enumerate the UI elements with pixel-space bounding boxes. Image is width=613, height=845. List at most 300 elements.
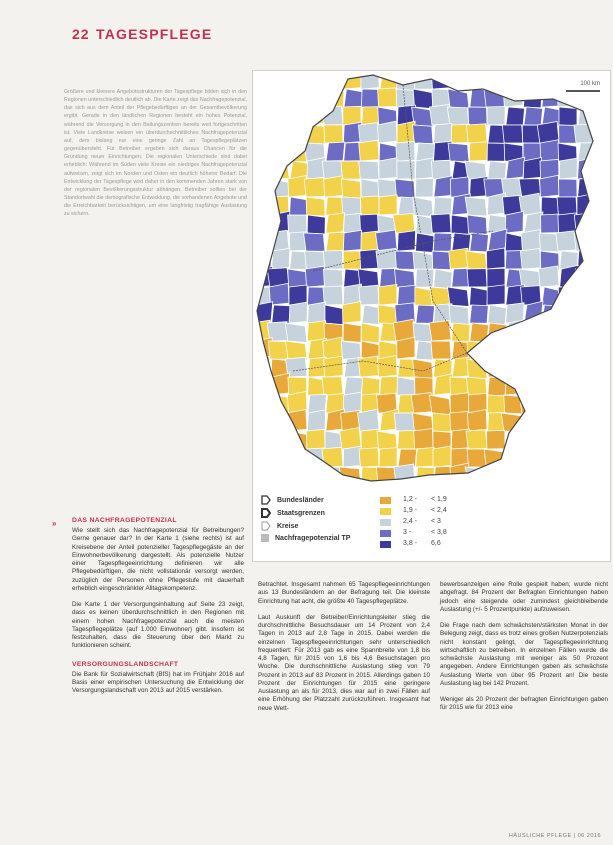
district-region xyxy=(466,430,487,449)
district-region xyxy=(596,176,610,197)
district-region xyxy=(594,121,610,143)
section-heading-demand: DAS NACHFRAGEPOTENZIAL xyxy=(72,517,177,524)
district-region xyxy=(520,431,541,451)
district-region xyxy=(523,71,541,89)
district-region xyxy=(523,413,541,432)
district-region xyxy=(596,86,610,107)
district-region xyxy=(325,305,343,325)
district-region xyxy=(577,485,595,491)
district-region xyxy=(577,377,595,395)
arrow-icon: » xyxy=(52,519,57,528)
district-region xyxy=(487,143,505,161)
legend-range-to: 6,6 xyxy=(431,540,441,547)
district-region xyxy=(558,449,577,467)
district-region xyxy=(466,124,487,143)
district-region xyxy=(488,305,507,325)
district-region xyxy=(343,213,361,233)
district-region xyxy=(484,465,505,485)
legend-states: Bundesländer xyxy=(261,495,324,505)
district-region xyxy=(272,430,291,449)
district-region xyxy=(577,303,595,323)
district-region xyxy=(595,140,610,161)
district-region xyxy=(467,215,487,234)
district-region xyxy=(470,287,488,307)
district-region xyxy=(595,431,610,450)
district-region xyxy=(470,233,489,252)
district-region xyxy=(433,413,451,432)
district-region xyxy=(555,393,577,413)
district-region xyxy=(524,484,543,491)
district-region xyxy=(431,160,451,179)
district-region xyxy=(272,449,291,468)
paragraph: Die Bank für Sozialwirtschaft (BfS) hat im Frühjahr 2016 auf Basis einer empirischen Untersuchung die Entwicklung der Versorgungslandschaft von 2013 auf 2015 verstärken. xyxy=(72,670,244,694)
district-region xyxy=(594,413,610,432)
district-region xyxy=(538,356,559,377)
district-region xyxy=(540,71,559,90)
district-region xyxy=(574,212,595,233)
district-region xyxy=(305,71,325,90)
district-region xyxy=(595,323,610,342)
district-region xyxy=(304,178,325,197)
district-region xyxy=(304,103,325,125)
district-border-icon xyxy=(261,521,271,531)
district-region xyxy=(415,178,433,197)
district-region xyxy=(595,107,610,126)
district-region xyxy=(322,106,343,125)
district-region xyxy=(358,356,379,377)
district-region xyxy=(434,176,453,197)
district-region xyxy=(470,323,489,342)
district-region xyxy=(398,285,416,305)
district-region xyxy=(285,323,307,343)
legend-swatch xyxy=(380,541,391,548)
district-region xyxy=(344,89,363,108)
district-region xyxy=(540,175,559,197)
district-region xyxy=(307,410,325,431)
district-region xyxy=(505,211,523,233)
district-region xyxy=(253,89,271,107)
district-region xyxy=(541,214,559,233)
district-region xyxy=(271,141,289,161)
district-region xyxy=(556,485,577,491)
legend-range-from: 3,8 - xyxy=(403,540,418,547)
district-region xyxy=(451,215,469,234)
district-region xyxy=(578,341,597,359)
district-region xyxy=(505,233,523,253)
district-region xyxy=(487,106,505,125)
district-region xyxy=(578,143,597,161)
district-region xyxy=(523,89,541,108)
district-region xyxy=(506,107,525,126)
district-region xyxy=(412,125,433,144)
district-region xyxy=(324,356,343,377)
legend-swatch xyxy=(380,519,391,526)
district-region xyxy=(591,483,610,491)
district-region xyxy=(289,302,307,323)
district-region xyxy=(467,269,487,287)
district-region xyxy=(521,229,541,251)
district-region xyxy=(502,467,523,486)
district-region xyxy=(592,160,610,179)
district-region xyxy=(343,392,361,413)
district-region xyxy=(361,71,379,89)
district-region xyxy=(574,393,595,413)
district-region xyxy=(540,430,559,449)
district-region xyxy=(340,427,361,449)
district-region xyxy=(559,107,577,126)
district-region xyxy=(596,395,610,415)
district-region xyxy=(560,356,579,377)
district-region xyxy=(467,359,487,379)
district-region xyxy=(506,71,525,89)
district-region xyxy=(413,89,433,109)
district-region xyxy=(595,448,610,467)
national-border-icon xyxy=(261,508,271,518)
district-region xyxy=(542,485,560,491)
district-region xyxy=(359,285,379,305)
district-region xyxy=(398,449,417,467)
district-region xyxy=(523,467,541,485)
district-region xyxy=(307,302,325,323)
district-region xyxy=(290,125,308,143)
district-region xyxy=(577,193,595,215)
district-region xyxy=(467,449,487,467)
paragraph: Weniger als 20 Prozent der befragten Einrichtungen gaben für 2015 wie für 2013 eine xyxy=(440,696,608,712)
district-region xyxy=(433,446,451,467)
column-2 xyxy=(258,581,430,713)
district-region xyxy=(431,214,451,233)
district-region xyxy=(326,142,345,161)
district-region xyxy=(434,466,452,485)
district-region xyxy=(539,341,559,361)
district-region xyxy=(376,230,397,251)
legend-range-from: 3 - xyxy=(403,529,412,536)
district-region xyxy=(505,359,523,378)
district-region xyxy=(357,409,379,431)
district-region xyxy=(466,251,487,270)
district-region xyxy=(271,124,289,143)
district-region xyxy=(272,305,291,323)
district-region xyxy=(290,71,309,89)
district-region xyxy=(271,373,289,395)
district-region xyxy=(448,89,469,109)
district-region xyxy=(304,233,325,251)
district-region xyxy=(541,465,559,485)
district-region xyxy=(484,449,505,469)
district-region xyxy=(378,305,397,324)
district-region xyxy=(325,485,343,491)
district-region xyxy=(506,338,524,359)
district-region xyxy=(487,268,505,287)
district-region xyxy=(359,140,379,161)
district-region xyxy=(469,142,487,161)
district-region xyxy=(307,215,325,234)
district-region xyxy=(467,410,487,431)
district-region xyxy=(254,428,272,449)
district-region xyxy=(557,197,577,215)
district-region xyxy=(484,89,505,108)
district-region xyxy=(253,215,271,235)
district-region xyxy=(398,430,416,449)
district-region xyxy=(379,158,397,179)
legend-districts: Kreise xyxy=(261,521,298,531)
district-region xyxy=(574,124,595,143)
district-region xyxy=(397,377,415,397)
district-region xyxy=(396,89,415,108)
district-region xyxy=(308,484,326,491)
district-region xyxy=(524,339,542,359)
district-region xyxy=(487,285,505,305)
district-region xyxy=(541,197,559,215)
district-region xyxy=(397,161,415,179)
district-region xyxy=(541,323,559,341)
district-region xyxy=(595,251,610,271)
district-region xyxy=(524,446,543,467)
district-region xyxy=(343,323,361,342)
district-region xyxy=(253,233,271,252)
district-region xyxy=(560,265,578,287)
district-region xyxy=(486,71,505,89)
district-region xyxy=(397,121,415,143)
district-region xyxy=(254,413,272,433)
legend-range-to: < 3,8 xyxy=(431,529,447,536)
district-region xyxy=(506,320,525,341)
district-region xyxy=(308,86,326,107)
district-region xyxy=(524,321,542,341)
germany-map xyxy=(253,71,610,491)
district-region xyxy=(326,232,345,251)
district-region xyxy=(591,467,610,486)
district-region xyxy=(574,71,595,89)
district-region xyxy=(537,121,559,143)
district-region xyxy=(574,322,595,341)
demand-swatch-icon xyxy=(261,534,269,542)
district-region xyxy=(432,251,451,270)
district-region xyxy=(267,413,289,431)
section-title: TAGESPFLEGE xyxy=(96,26,213,42)
district-region xyxy=(415,269,433,287)
district-region xyxy=(341,161,361,179)
district-region xyxy=(560,323,579,341)
district-region xyxy=(326,213,345,233)
district-region xyxy=(394,464,415,485)
district-region xyxy=(361,429,379,449)
district-region xyxy=(380,376,398,395)
district-region xyxy=(305,266,325,287)
district-region xyxy=(323,269,343,288)
district-region xyxy=(593,305,610,325)
district-region xyxy=(505,449,523,469)
legend-range-from: 1,9 - xyxy=(403,507,418,514)
district-region xyxy=(447,107,469,125)
district-region xyxy=(486,248,505,269)
district-region xyxy=(361,196,379,215)
district-region xyxy=(322,377,343,395)
district-region xyxy=(520,375,541,395)
district-region xyxy=(450,177,469,197)
district-region xyxy=(555,305,577,323)
district-region xyxy=(559,179,577,197)
district-region xyxy=(414,429,433,449)
sidebar-text: Größere und kleinere Angebotsstrukturen der Tagespflege bilden sich in den Regionen unterschiedlich deutlich ab. Die Karte zeigt das Nachfragepotenzial, das sich aus dem Anteil der Pflegebedürftigen an der Gesamtbevölkerung ergibt. Gerade in den ländlichen Regionen besteht ein hohes Potenzial, während die Versorgung in den Ballungszentren bereits weit fortgeschritten ist. Viele Landkreise weisen ein überdurchschnittliches Nachfragepotenzial auf, dem bislang nur eine geringe Zahl an Tagespflegeplätzen gegenübersteht. Für Betreiber ergeben sich daraus Chancen für die Gründung neuer Einrichtungen. Die regionalen Unterschiede sind dabei erheblich: Während im Süden viele Kreise ein niedriges Nachfragepotenzial aufweisen, zeigt sich im Norden und Osten ein deutlich höherer Bedarf. Die Entwicklung der Tagespflege wird daher in den kommenden Jahren stark von der regionalen Bevölkerungsstruktur abhängen. Betreiber sollten bei der Standortwahl die demografische Entwicklung, die vorhandenen Angebote und die Erreichbarkeit berücksichtigen, um eine langfristig tragfähige Auslastung zu sichern. xyxy=(64,89,247,218)
district-region xyxy=(341,341,361,360)
district-region xyxy=(271,71,289,89)
district-region xyxy=(253,159,271,179)
district-region xyxy=(253,71,271,89)
district-region xyxy=(468,107,487,125)
district-region xyxy=(487,430,505,449)
legend-range-from: 2,4 - xyxy=(403,518,418,525)
district-region xyxy=(268,106,289,125)
district-region xyxy=(542,412,561,431)
district-region xyxy=(595,284,610,305)
district-region xyxy=(488,377,506,396)
district-region xyxy=(344,482,363,491)
district-region xyxy=(595,71,610,90)
legend-swatch xyxy=(380,508,391,515)
district-region xyxy=(324,176,343,197)
district-region xyxy=(289,285,307,305)
district-region xyxy=(466,377,487,396)
district-region xyxy=(378,482,397,491)
district-region xyxy=(596,339,610,359)
district-region xyxy=(595,359,610,377)
district-region xyxy=(434,123,452,143)
district-region xyxy=(342,302,361,323)
district-region xyxy=(538,266,559,287)
district-region xyxy=(593,215,610,233)
district-region xyxy=(577,430,595,449)
district-region xyxy=(307,321,325,341)
district-region xyxy=(448,143,469,162)
district-region xyxy=(286,485,307,491)
district-region xyxy=(393,214,415,233)
legend-national-borders: Staatsgrenzen xyxy=(261,508,325,518)
district-region xyxy=(558,412,577,431)
legend-range-to: < 2,4 xyxy=(431,507,447,514)
district-region xyxy=(254,143,272,162)
district-region xyxy=(556,85,577,107)
legend-swatch xyxy=(380,530,391,537)
district-region xyxy=(362,484,381,491)
section-heading-supply: VERSORGUNGSLANDSCHAFT xyxy=(72,660,179,668)
district-region xyxy=(379,195,397,215)
district-region xyxy=(272,484,291,491)
legend-range-to: < 3 xyxy=(431,518,441,525)
district-region xyxy=(429,320,451,341)
district-region xyxy=(376,248,397,269)
district-region xyxy=(361,89,379,107)
district-region xyxy=(524,107,543,126)
district-region xyxy=(559,465,577,485)
district-region xyxy=(434,269,452,289)
paragraph: Betrachtet. Insgesamt nahmen 65 Tagespflegeeinrichtungen aus 13 Bundesländern an der Befragung teil. Die kleinste Einrichtung hat acht, die größte 40 Tagespflegeplätze. xyxy=(258,581,430,605)
district-region xyxy=(378,88,397,107)
district-region xyxy=(253,125,271,145)
legend-demand-potential: Nachfragepotenzial TP xyxy=(261,534,350,542)
district-region xyxy=(254,197,272,217)
district-region xyxy=(343,446,361,467)
legend-range-to: < 1,9 xyxy=(431,496,447,503)
page-number: 22 xyxy=(72,26,90,42)
district-region xyxy=(434,485,452,491)
district-region xyxy=(559,377,577,395)
district-region xyxy=(502,125,523,143)
district-region xyxy=(290,467,309,485)
district-region xyxy=(487,395,505,414)
district-region xyxy=(450,393,469,413)
legend-swatch xyxy=(380,497,391,504)
district-region xyxy=(577,157,595,179)
paragraph: Laut Auskunft der Betreiber/Einrichtungsleiter stieg die durchschnittliche Besuchsdauer um 14 Prozent von 2,4 Tagen in 2013 auf 2,8 Tage in 2015. Dabei werden die einzelnen Tagespflegeeinrichtungen sehr unterschiedlich frequentiert: Für 2013 gab es eine Spannbreite von 1,8 bis 4,8 Tagen, für 2015 von 1,6 bis 4,6 Besuchstagen pro Woche. Die durchschnittliche Auslastung stieg von 79 Prozent in 2013 auf 83 Prozent in 2015. Allerdings gaben 10 Prozent der Einrichtungen für 2015 eine geringere Auslastung an als für 2013, dies war auf in zwei Fällen auf eine Erhöhung der Platzzahl zurückzuführen. Insgesamt hat neue Wett- xyxy=(258,613,430,712)
district-region xyxy=(288,215,307,233)
district-region xyxy=(379,284,397,305)
district-region xyxy=(359,448,379,467)
district-region xyxy=(452,323,470,342)
district-region xyxy=(271,89,289,108)
district-region xyxy=(360,214,379,233)
district-region xyxy=(394,413,415,431)
district-region xyxy=(573,89,595,107)
column-1 xyxy=(72,517,244,695)
district-region xyxy=(433,233,451,251)
district-region xyxy=(575,269,595,289)
demand-map-figure xyxy=(252,70,611,562)
district-region xyxy=(397,485,415,491)
district-region xyxy=(506,303,524,323)
district-region xyxy=(488,161,507,180)
district-region xyxy=(429,395,451,415)
district-region xyxy=(576,467,595,487)
district-region xyxy=(253,466,271,485)
district-region xyxy=(575,359,595,378)
district-region xyxy=(434,197,452,216)
district-region xyxy=(556,71,577,89)
district-region xyxy=(253,393,271,413)
district-region xyxy=(488,323,506,342)
scale-label: 100 km xyxy=(580,81,600,87)
district-region xyxy=(542,449,560,468)
paragraph: Die Frage nach dem schwächsten/stärksten Monat in der Belegung zeigt, dass es trotz eines großen Nutzerpotenzials nicht konstant gelingt, der Tagespflegeeinrichtung wirtschaftlich zu betreiben. In einzelnen Fällen wurde die schwächste Auslastung mit weniger als 50 Prozent angegeben. Andere Einrichtungen gaben als schwächste Auslastung Werte von über 95 Prozent an! Die beste Auslastung lag bei 142 Prozent. xyxy=(440,622,609,687)
district-region xyxy=(488,338,506,359)
district-region xyxy=(450,411,469,431)
district-region xyxy=(416,484,435,491)
district-region xyxy=(415,158,433,179)
district-region xyxy=(574,287,595,305)
district-region xyxy=(287,107,307,126)
district-region xyxy=(488,485,506,491)
district-region xyxy=(289,87,307,107)
page-footer: HÄUSLICHE PFLEGE | 06 2016 xyxy=(508,833,601,839)
district-region xyxy=(322,447,343,467)
paragraph: Die Karte 1 der Versorgungsinhaltung auf Seite 23 zeigt, dass es keinen überdurchschnittlich in den Regionen mit einem hohen Nachfragepotenzial auch die meisten Tagespflegeplätze (auf 1.000 Einwohner) gibt. Insofern ist festzuhalten, dass die Steuerung über den Markt zu funktionieren scheint. xyxy=(72,601,244,650)
district-region xyxy=(523,158,541,179)
district-region xyxy=(595,197,610,216)
district-region xyxy=(449,305,469,324)
district-region xyxy=(362,377,380,396)
district-region xyxy=(523,359,541,377)
district-region xyxy=(253,105,271,125)
state-border-icon xyxy=(261,495,271,505)
district-region xyxy=(470,305,489,323)
district-region xyxy=(378,121,397,143)
district-region xyxy=(465,197,487,216)
district-region xyxy=(268,467,289,487)
district-region xyxy=(468,71,487,89)
district-region xyxy=(558,341,577,359)
district-region xyxy=(413,251,433,271)
district-region xyxy=(540,140,559,161)
